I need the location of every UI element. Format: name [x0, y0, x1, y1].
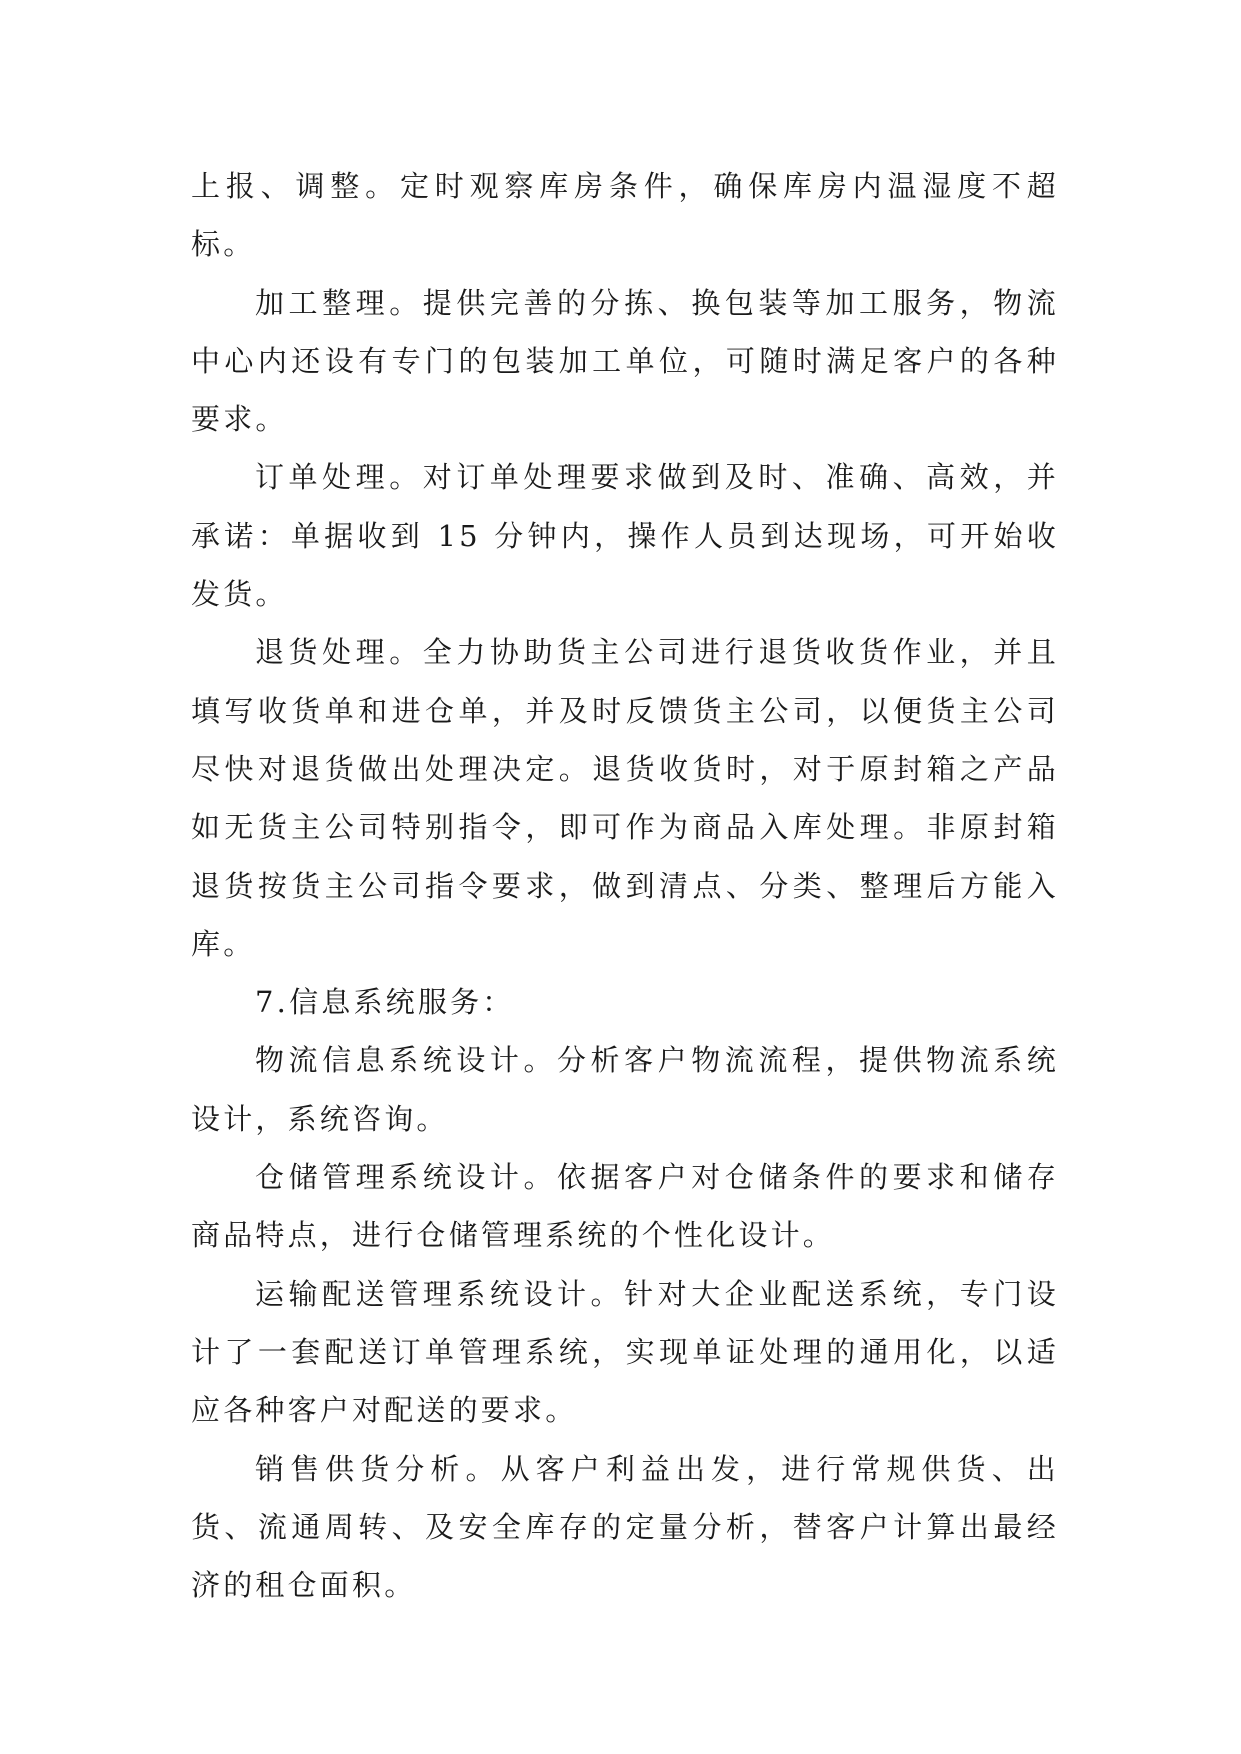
paragraph-order-handling: 订单处理。对订单处理要求做到及时、准确、高效，并承诺：单据收到 15 分钟内，操作人员到达现场，可开始收发货。: [191, 460, 1059, 612]
section-heading-info-system: 7.信息系统服务：: [255, 985, 515, 1020]
paragraph-returns-handling: 退货处理。全力协助货主公司进行退货收货作业，并且填写收货单和进仓单，并及时反馈货主公司，以便货主公司尽快对退货做出处理决定。退货收货时，对于原封箱之产品如无货主公司特别指令，即可作为商品入库处理。非原封箱退货按货主公司指令要求，做到清点、分类、整理后方能入库。: [191, 635, 1059, 961]
paragraph-processing: 加工整理。提供完善的分拣、换包装等加工服务，物流中心内还设有专门的包装加工单位，可随时满足客户的各种要求。: [191, 285, 1059, 437]
paragraph-sales-supply-analysis: 销售供货分析。从客户利益出发，进行常规供货、出货、流通周转、及安全库存的定量分析，替客户计算出最经济的租仓面积。: [191, 1451, 1059, 1603]
paragraph-warehouse-system-design: 仓储管理系统设计。依据客户对仓储条件的要求和储存商品特点，进行仓储管理系统的个性化设计。: [191, 1160, 1059, 1253]
paragraph-continued: 上报、调整。定时观察库房条件，确保库房内温湿度不超标。: [191, 169, 1059, 262]
paragraph-logistics-system-design: 物流信息系统设计。分析客户物流流程，提供物流系统设计，系统咨询。: [191, 1043, 1059, 1136]
paragraph-delivery-system-design: 运输配送管理系统设计。针对大企业配送系统，专门设计了一套配送订单管理系统，实现单证处理的通用化，以适应各种客户对配送的要求。: [191, 1276, 1059, 1428]
document-body: [191, 157, 1059, 1614]
